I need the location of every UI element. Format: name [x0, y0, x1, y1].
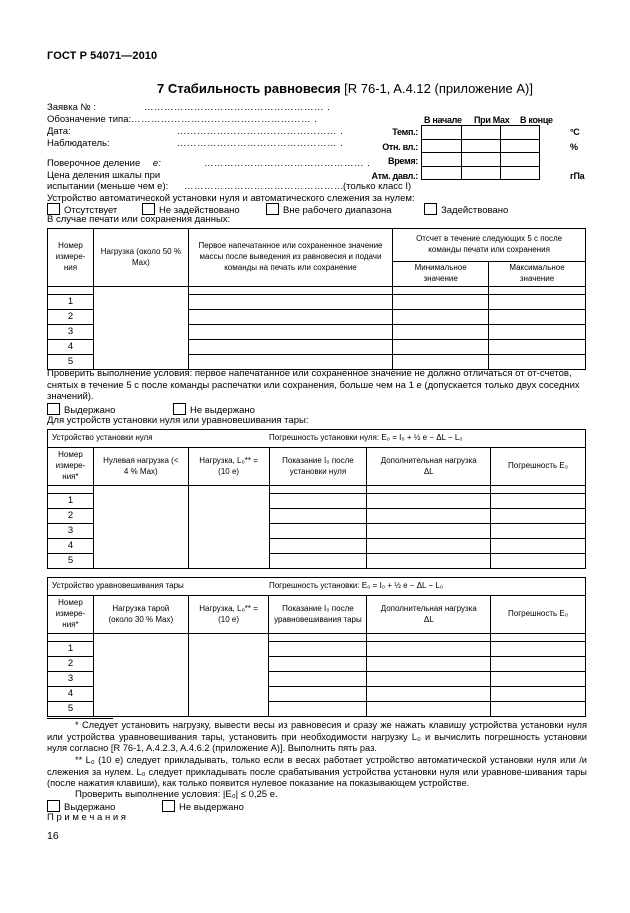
env-header-end: В конце — [520, 115, 553, 125]
tare-table-error-formula: Погрешность установки: E₀ = I₀ + ½ e − ΔL − L₀ — [269, 578, 586, 596]
col-l0-load: Нагрузка, L₀** = (10 e) — [188, 448, 269, 486]
tare-table-title: Устройство уравновешивания тары — [48, 578, 269, 596]
row-number: 1 — [48, 295, 94, 310]
env-row-time — [422, 153, 540, 167]
extra-load-cell[interactable] — [367, 539, 491, 554]
row-number: 1 — [48, 642, 94, 657]
row-number: 5 — [48, 355, 94, 370]
date-field[interactable]: ………………………………………… . — [177, 126, 344, 137]
error-cell[interactable] — [491, 509, 586, 524]
extra-load-cell[interactable] — [367, 554, 491, 569]
type-label: Обозначение типа: — [47, 114, 132, 125]
env-cell[interactable] — [501, 139, 540, 153]
i0-cell[interactable] — [269, 702, 367, 717]
tare-load-cell[interactable] — [93, 634, 188, 717]
tare-balancing-table — [47, 577, 586, 717]
l0-load-cell[interactable] — [188, 486, 269, 569]
environment-table — [421, 125, 540, 180]
error-cell[interactable] — [491, 687, 586, 702]
col-zero-load: Нулевая нагрузка (< 4 % Max) — [93, 448, 188, 486]
col-tare-load: Нагрузка тарой (около 30 % Max) — [93, 596, 188, 634]
zero-option-absent[interactable]: Отсутствует — [47, 203, 117, 216]
col-first-value: Первое напечатанное или сохраненное значение массы после выведения из равновесия и подачи команды на печать или сохранение — [188, 229, 392, 287]
zero-option-out-of-range[interactable]: Вне рабочего диапазона — [266, 203, 392, 216]
env-label-temp: Темп.: — [392, 127, 418, 137]
zero-option-used[interactable]: Задействовано — [424, 203, 508, 216]
env-unit-temp: °C — [570, 127, 580, 137]
extra-load-cell[interactable] — [367, 657, 491, 672]
col-load: Нагрузка (около 50 % Max) — [93, 229, 188, 287]
first-value-cell[interactable] — [188, 325, 392, 340]
result-failed-1[interactable]: Не выдержано — [173, 403, 255, 416]
min-cell[interactable] — [393, 325, 489, 340]
env-cell[interactable] — [422, 166, 462, 180]
footnote-1: * Следует установить нагрузку, вывести весы из равновесия и сразу же нажать клавишу устройства установки нуля или устройства уравновешивания тары, установить при необходимости нагрузку L₀ и вычислить погрешность установки нуля согласно [R 76-1, A.4.2.3, A.4.6.2 (приложение А)]. Выполнить пять раз. — [47, 720, 587, 754]
row-number: 2 — [48, 657, 94, 672]
extra-load-cell[interactable] — [367, 642, 491, 657]
col-error: Погрешность E₀ — [491, 596, 586, 634]
check-condition-text: Проверить выполнение условия: первое напечатанное или сохраненное значение не должно отличаться от от-счетов, снятых в течение 5 с после команды распечатки или сохранения, больше чем на 1 e (допускается только двух соседних значений). — [47, 368, 580, 403]
env-unit-humidity: % — [570, 142, 578, 152]
env-row-temp — [422, 126, 540, 140]
col-i0-reading: Показание I₀ после установки нуля — [269, 448, 367, 486]
col-min-value: Минимальное значение — [393, 262, 489, 287]
env-header-start: В начале — [424, 115, 462, 125]
i0-cell[interactable] — [269, 672, 367, 687]
application-field[interactable]: ……………………………………………… . — [144, 102, 331, 113]
checkbox-icon[interactable] — [47, 403, 60, 415]
zero-setting-table — [47, 429, 586, 569]
i0-cell[interactable] — [269, 539, 367, 554]
section-title-bold: 7 Стабильность равновесия — [156, 81, 341, 96]
footnote-2: ** L₀ (10 e) следует прикладывать, только если в весах работает устройство автоматической установки нуля или /и слежения за нулем. L₀ следует прикладывать после срабатывания устройства установки нуля или уравнове-шивания тары (после нажатия клавиши), как только появится нулевое показание на показывающем устройстве. — [47, 755, 587, 789]
error-cell[interactable] — [491, 657, 586, 672]
env-label-time: Время: — [388, 156, 418, 166]
i0-cell[interactable] — [269, 524, 367, 539]
row-number: 2 — [48, 509, 94, 524]
env-cell[interactable] — [462, 153, 501, 167]
error-cell[interactable] — [491, 494, 586, 509]
load-cell[interactable] — [93, 287, 188, 370]
row-number: 5 — [48, 554, 94, 569]
extra-load-cell[interactable] — [367, 672, 491, 687]
i0-cell[interactable] — [269, 687, 367, 702]
result-passed-1[interactable]: Выдержано — [47, 403, 115, 416]
row-number: 4 — [48, 539, 94, 554]
col-max-value: Максимальное значение — [489, 262, 586, 287]
row-number: 5 — [48, 702, 94, 717]
col-reading-group: Отсчет в течение следующих 5 с после команды печати или сохранения — [393, 229, 586, 262]
col-additional-load: Дополнительная нагрузка ΔL — [367, 448, 491, 486]
i0-cell[interactable] — [269, 554, 367, 569]
env-cell[interactable] — [462, 139, 501, 153]
min-cell[interactable] — [393, 340, 489, 355]
row-number: 4 — [48, 687, 94, 702]
env-row-humidity — [422, 139, 540, 153]
scale-division-label-1: Цена деления шкалы при — [47, 170, 161, 181]
i0-cell[interactable] — [269, 642, 367, 657]
scale-division-note: (только класс I) — [343, 181, 412, 192]
error-cell[interactable] — [491, 539, 586, 554]
env-header-max: При Max — [474, 115, 510, 125]
type-field[interactable]: ……………………………………………… . — [131, 114, 318, 125]
max-cell[interactable] — [489, 295, 586, 310]
env-cell[interactable] — [422, 153, 462, 167]
page-number: 16 — [47, 830, 59, 842]
row-number: 3 — [48, 325, 94, 340]
result-failed-2[interactable]: Не выдержано — [162, 800, 244, 813]
print-case-label: В случае печати или сохранения данных: — [47, 214, 231, 225]
error-cell[interactable] — [491, 642, 586, 657]
i0-cell[interactable] — [269, 494, 367, 509]
first-value-cell[interactable] — [188, 310, 392, 325]
env-cell[interactable] — [462, 166, 501, 180]
row-number: 2 — [48, 310, 94, 325]
env-cell[interactable] — [462, 126, 501, 140]
document-header: ГОСТ Р 54071—2010 — [47, 50, 158, 62]
col-additional-load: Дополнительная нагрузка ΔL — [367, 596, 491, 634]
extra-load-cell[interactable] — [367, 494, 491, 509]
env-row-pressure — [422, 166, 540, 180]
col-measurement-number: Номер измере-ния* — [48, 448, 94, 486]
col-measurement-number: Номер измере-ния — [48, 229, 94, 287]
col-error: Погрешность E₀ — [491, 448, 586, 486]
devices-title: Для устройств установки нуля или уравновешивания тары: — [47, 415, 309, 426]
env-cell[interactable] — [422, 139, 462, 153]
date-label: Дата: — [47, 126, 71, 137]
zero-table-title: Устройство установки нуля — [48, 430, 270, 448]
error-cell[interactable] — [491, 702, 586, 717]
col-i0-reading: Показание I₀ после уравновешивания тары — [269, 596, 367, 634]
verification-division-label: Поверочное деление e: — [47, 158, 161, 169]
section-title — [60, 81, 630, 96]
i0-cell[interactable] — [269, 509, 367, 524]
scale-division-label-2: испытании (меньше чем e): — [47, 181, 169, 192]
checkbox-icon[interactable] — [47, 800, 60, 812]
env-cell[interactable] — [501, 153, 540, 167]
zero-option-not-used[interactable]: Не задействовано — [142, 203, 240, 216]
l0-load-cell[interactable] — [188, 634, 269, 717]
checkbox-icon[interactable] — [266, 203, 279, 215]
env-cell[interactable] — [501, 126, 540, 140]
env-cell[interactable] — [501, 166, 540, 180]
zero-load-cell[interactable] — [93, 486, 188, 569]
extra-load-cell[interactable] — [367, 509, 491, 524]
extra-load-cell[interactable] — [367, 687, 491, 702]
extra-load-cell[interactable] — [367, 702, 491, 717]
max-cell[interactable] — [489, 310, 586, 325]
col-measurement-number: Номер измере-ния* — [48, 596, 94, 634]
section-title-ref: [R 76-1, A.4.12 (приложение А)] — [340, 81, 533, 96]
env-label-pressure: Атм. давл.: — [371, 171, 418, 181]
zero-setting-title: Устройство автоматической установки нуля и автоматического слежения за нулем: — [47, 193, 415, 204]
scale-division-field[interactable]: ………………………………………… . — [184, 181, 351, 192]
max-cell[interactable] — [489, 340, 586, 355]
checkbox-icon[interactable] — [162, 800, 175, 812]
row-number: 4 — [48, 340, 94, 355]
env-label-humidity: Отн. вл.: — [382, 142, 418, 152]
min-cell[interactable] — [393, 295, 489, 310]
env-cell[interactable] — [422, 126, 462, 140]
error-cell[interactable] — [491, 672, 586, 687]
env-unit-pressure: гПа — [570, 171, 585, 181]
min-cell[interactable] — [393, 310, 489, 325]
row-number: 3 — [48, 524, 94, 539]
application-label: Заявка № : — [47, 102, 96, 113]
row-number: 1 — [48, 494, 94, 509]
verification-division-field[interactable]: ………………………………………… . — [204, 158, 371, 169]
extra-load-cell[interactable] — [367, 524, 491, 539]
checkbox-icon[interactable] — [173, 403, 186, 415]
error-cell[interactable] — [491, 554, 586, 569]
printing-stability-table — [47, 228, 586, 370]
first-value-cell[interactable] — [188, 295, 392, 310]
footnote-divider — [47, 718, 113, 719]
observer-label: Наблюдатель: — [47, 138, 110, 149]
footnote-check: Проверить выполнение условия: |E₀| ≤ 0,25 e. — [75, 789, 278, 800]
result-passed-2[interactable]: Выдержано — [47, 800, 115, 813]
notes-heading: П р и м е ч а н и я — [47, 812, 126, 823]
col-l0-load: Нагрузка, L₀** = (10 e) — [188, 596, 269, 634]
checkbox-icon[interactable] — [424, 203, 437, 215]
row-number: 3 — [48, 672, 94, 687]
i0-cell[interactable] — [269, 657, 367, 672]
observer-field[interactable]: ………………………………………… . — [177, 138, 344, 149]
first-value-cell[interactable] — [188, 340, 392, 355]
max-cell[interactable] — [489, 325, 586, 340]
zero-table-error-formula: Погрешность установки нуля: E₀ = I₀ + ½ e − ΔL − L₀ — [269, 430, 585, 448]
error-cell[interactable] — [491, 524, 586, 539]
